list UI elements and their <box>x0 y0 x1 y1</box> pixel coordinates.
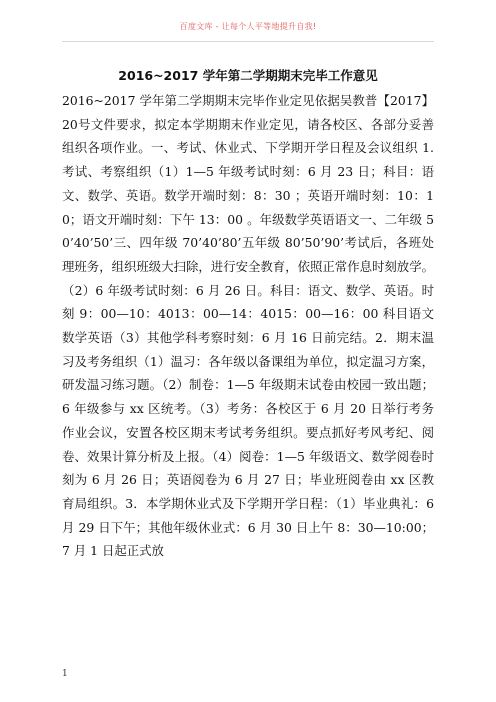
document-title: 2016~2017 学年第二学期期末完毕工作意见 <box>118 68 378 83</box>
document-body: 2016~2017 学年第二学期期末完毕作业定见依据吴教普【2017】20号文件要求，拟定本学期期末作业定见，请各校区、各部分妥善组织各项作业。一、考试、休业式、下学期开学日程及会议组织 1.考试、考察组织（1）1—5 年级考试时刻：6 月 23 日；科目：语文、数学、英语。数学开端时刻：8：30 ；英语开端时刻：10：10；语文开端时刻：下午 13：00 。年级数学英语语文一、二年级 50’40’50’三、四年级 70’40’80’五年级 80’50’90’考试后，各班处理班务，组织班级大扫除，进行安全教育，依照正常作息时刻放学。（2）6 年级考试时刻：6 月 26 日。科目：语文、数学、英语。时刻 9：00—10：4013：00—14：4015：00—16：00 科目语文数学英语（3）其他学科考察时刻：6 月 16 日前完结。2．期末温习及考务组织（1）温习：各年级以备课组为单位，拟定温习方案，研发温习练习题。（2）制卷：1—5 年级期末试卷由校园一致出题；6 年级参与 xx 区统考。（3）考务：各校区于 6 月 20 日举行考务作业会议，安置各校区期末考试考务组织。要点抓好考风考纪、阅卷、效果计算分析及上报。（4）阅卷：1—5 年级语文、数学阅卷时刻为 6 月 26 日；英语阅卷为 6 月 27 日；毕业班阅卷由 xx 区教育局组织。3．本学期休业式及下学期开学日程：（1）毕业典礼：6 月 29 日下午；其他年级休业式：6 月 30 日上午 8：30—10:00；7 月 1 日起正式放 <box>62 93 434 559</box>
page-number: 1 <box>62 669 68 679</box>
watermark-banner: 百度文库 - 让每个人平等地提升自我! <box>179 22 317 31</box>
header-divider <box>62 41 434 42</box>
